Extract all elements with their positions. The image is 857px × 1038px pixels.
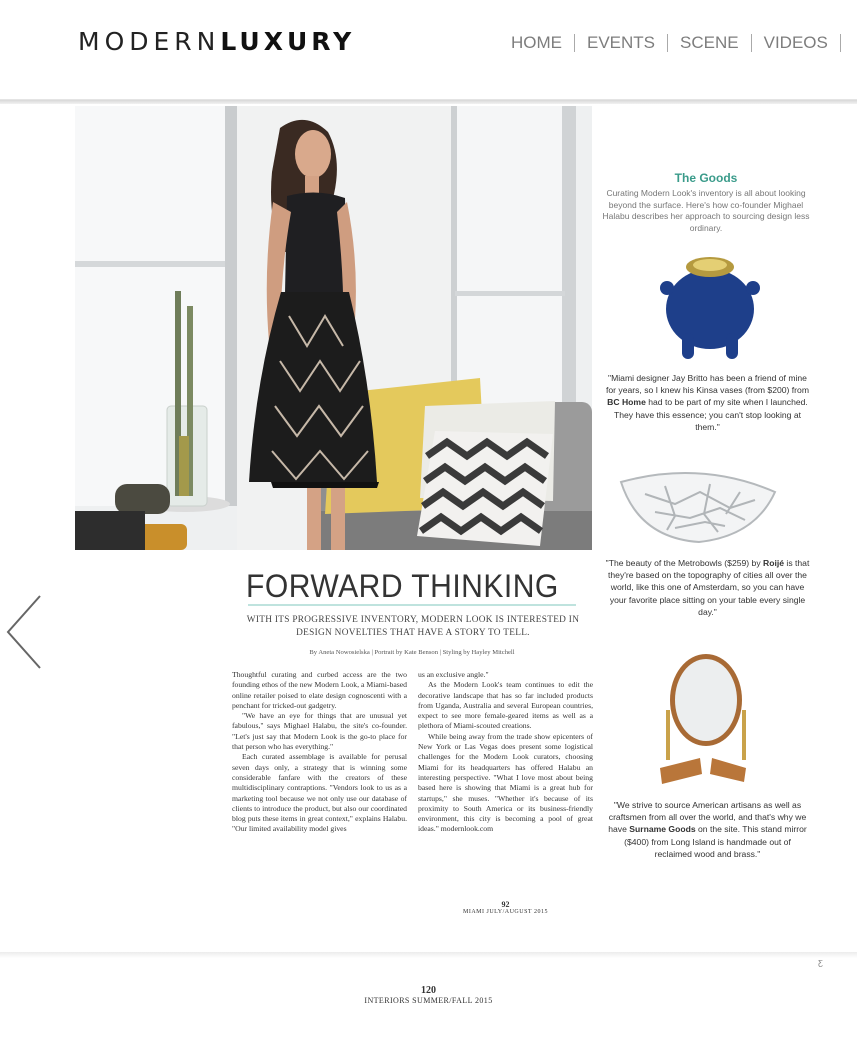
page-footer: [0, 985, 857, 1005]
goods-intro: Curating Modern Look's inventory is all about looking beyond the surface. Here's how co-founder Mighael Halabu describes her approach to sourcing design less ordinary.: [602, 188, 810, 233]
logo-word-modern: MODERN: [78, 27, 221, 56]
magazine-page: [0, 104, 857, 952]
nav-divider: [574, 34, 575, 52]
stand-mirror-image: [658, 650, 754, 788]
the-goods-sidebar: [600, 171, 812, 234]
caption-brand: BC Home: [607, 397, 646, 408]
article-deck: WITH ITS PROGRESSIVE INVENTORY, MODERN LOOK IS INTERESTED IN DESIGN NOVELTIES THAT HAVE A STORY TO TELL.: [246, 615, 580, 638]
inner-magazine-issue: MIAMI JULY/AUGUST 2015: [463, 909, 548, 915]
headline-rule: [248, 604, 576, 606]
article-column-1: [232, 670, 407, 835]
inner-folio: [418, 900, 593, 915]
paragraph: Thoughtful curating and curbed access are the two founding ethos of the new Modern Look, a Miami-based online retailer poised to elate design cognoscenti with a penchant for tricked-out gadgetry.: [232, 670, 407, 710]
nav-scene[interactable]: SCENE: [680, 33, 739, 52]
nav-divider: [751, 34, 752, 52]
vase-image: [660, 249, 760, 361]
goods-title: The Goods: [674, 171, 738, 185]
previous-page-arrow[interactable]: [4, 592, 44, 672]
metrobowl-caption: [605, 557, 810, 618]
caption-brand: Surname Goods: [629, 824, 696, 835]
site-header: [0, 0, 857, 100]
nav-events[interactable]: EVENTS: [587, 33, 656, 52]
main-nav: [511, 33, 853, 53]
portrait-photo: [75, 106, 592, 550]
article-column-2: [418, 670, 593, 835]
nav-home[interactable]: HOME: [511, 33, 562, 52]
caption-text: had to be part of my site when I launched. They have this essence; you can't stop looking at them.": [614, 397, 808, 432]
nav-divider: [840, 34, 841, 52]
page-number: 120: [421, 985, 436, 996]
vase-caption: [605, 372, 810, 433]
paragraph: us an exclusive angle.": [418, 670, 489, 679]
paragraph: As the Modern Look's team continues to edit the decorative landscape that has so far included products from Uganda, Australia and several European countries, expect to see more female-geared items as well as a plethora of Miami-scouted creations.: [418, 680, 593, 731]
page-shadow: [0, 952, 857, 958]
corner-mark: ƹ: [818, 957, 823, 967]
mirror-caption: [605, 799, 810, 860]
paragraph: While being away from the trade show epicenters of New York or Las Vegas does present some logistical challenges for the Modern Look curators, choosing Miami for its headquarters has offered Halabu an interesting perspective. "What I love most about being based here is showing that Miami is a great hub for startups," she muses. "Whether it's because of its proximity to South America or its business-friendly environment, this city is becoming a pool of great ideas." modernlook.com: [418, 731, 593, 834]
magazine-issue: INTERIORS SUMMER/FALL 2015: [364, 996, 493, 1005]
article-byline: By Aneta Nowosielska | Portrait by Kate Benson | Styling by Hayley Mitchell: [309, 649, 515, 656]
nav-videos[interactable]: VIDEOS: [763, 33, 828, 52]
paragraph: Each curated assemblage is available for perusal seven days only, a strategy that is winning some considerable fanfare with the creators of these multidisciplinary contraptions. "Vendors look to us as a marketing tool because we not only use our database of clients to introduce the product, but also our coordinated blog puts these items in great context," explains Halabu. "Our limited availability model gives: [232, 752, 407, 834]
logo-word-luxury: LUXURY: [220, 27, 356, 56]
caption-text: "The beauty of the Metrobowls ($259) by: [605, 558, 763, 568]
nav-divider: [667, 34, 668, 52]
caption-brand: Roijé: [763, 558, 785, 568]
article-headline: FORWARD THINKING: [246, 568, 559, 604]
site-logo[interactable]: [78, 28, 355, 56]
paragraph: "We have an eye for things that are unusual yet fabulous," says Mighael Halabu, the site's co-founder. "Let's just say that Modern Look is the go-to place for that person who has everything.": [232, 711, 407, 752]
caption-text: "Miami designer Jay Britto has been a friend of mine for years, so I knew his Kinsa vases (from $200) from: [606, 373, 809, 396]
caption-text: on the site. This stand mirror ($400) from Long Island is handmade out of reclaimed wood and brass.": [624, 824, 807, 859]
metrobowl-image: [615, 464, 780, 546]
caption-text: is that they're based on the topography of cities all over the world, like this one of Amsterdam, so you can have your favorite place sitting on your table every single day.": [608, 558, 810, 617]
caption-text: "We strive to source American artisans as well as craftsmen from all over the world, and that's why we have: [608, 800, 807, 835]
inner-page-number: 92: [501, 900, 510, 909]
